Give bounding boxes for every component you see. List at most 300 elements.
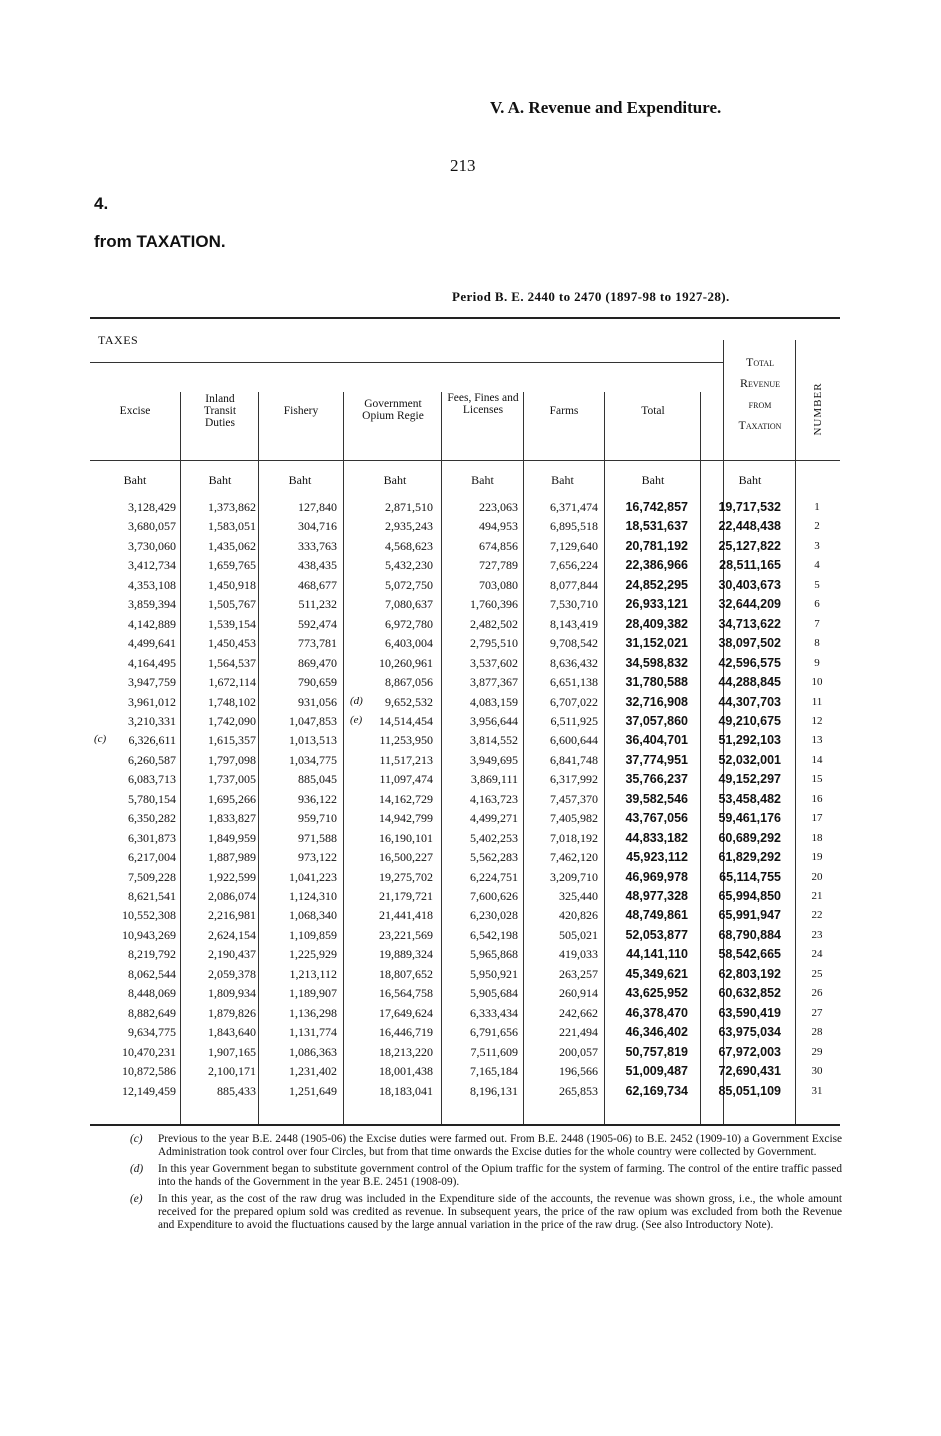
cell-number: 2 — [814, 520, 820, 533]
cell-excise: 8,621,541 — [128, 889, 176, 903]
cell-grand: 65,991,947 — [718, 908, 781, 923]
cell-fishery: 1,213,112 — [289, 966, 337, 981]
cell-total: 44,833,182 — [625, 830, 688, 845]
cell-excise: 3,128,429 — [128, 500, 176, 514]
cell-excise: 10,552,308 — [122, 908, 176, 923]
cell-fishery: 1,086,363 — [289, 1044, 337, 1059]
unit-label: Baht — [208, 473, 232, 487]
cell-fishery: 1,109,859 — [289, 927, 337, 942]
cell-transit: 1,922,599 — [208, 869, 256, 884]
cell-excise: 3,680,057 — [128, 519, 176, 534]
cell-fishery: 511,232 — [298, 597, 337, 612]
cell-opium: 2,871,510 — [385, 500, 433, 514]
cell-farms: 8,636,432 — [550, 655, 598, 670]
cell-total: 34,598,832 — [625, 655, 688, 670]
unit-label: Baht — [288, 473, 312, 487]
cell-grand: 62,803,192 — [718, 966, 781, 981]
cell-transit: 1,583,051 — [208, 519, 256, 534]
cell-transit: 1,659,765 — [208, 558, 256, 573]
cell-number: 24 — [811, 948, 823, 961]
cell-fees: 2,795,510 — [470, 636, 518, 651]
cell-fishery: 1,251,649 — [289, 1083, 337, 1098]
cell-grand: 59,461,176 — [718, 811, 781, 826]
cell-fees: 674,856 — [479, 538, 518, 553]
cell-transit: 1,695,266 — [208, 791, 256, 806]
cell-opium: 7,080,637 — [385, 597, 433, 612]
header-farms: Farms — [549, 405, 579, 417]
cell-total: 18,531,637 — [625, 519, 688, 534]
cell-excise: 5,780,154 — [128, 791, 176, 806]
cell-total: 16,742,857 — [625, 500, 688, 514]
cell-opium: 5,072,750 — [385, 577, 433, 592]
cell-fishery: 971,588 — [298, 830, 337, 845]
cell-fishery: 790,659 — [298, 675, 337, 690]
cell-fees: 4,499,271 — [470, 811, 518, 826]
cell-transit: 1,849,959 — [208, 830, 256, 845]
cell-fees: 494,953 — [479, 519, 518, 534]
cell-fishery: 869,470 — [298, 655, 337, 670]
cell-fishery: 304,716 — [298, 519, 337, 534]
cell-farms: 7,462,120 — [550, 850, 598, 865]
cell-number: 31 — [811, 1084, 823, 1097]
table-bottom-rule — [90, 1124, 840, 1126]
cell-fishery: 468,677 — [298, 577, 337, 592]
cell-grand: 34,713,622 — [718, 616, 781, 631]
cell-opium: 14,514,454 — [379, 713, 433, 728]
cell-opium: 2,935,243 — [385, 519, 433, 534]
cell-total: 22,386,966 — [625, 558, 688, 573]
period-heading: Period B. E. 2440 to 2470 (1897-98 to 1927-28). — [452, 289, 730, 304]
cell-transit: 2,190,437 — [208, 947, 256, 962]
cell-grand: 38,097,502 — [718, 636, 781, 651]
cell-fees: 4,163,723 — [470, 791, 518, 806]
cell-number: 3 — [814, 539, 820, 552]
cell-fishery: 936,122 — [298, 791, 337, 806]
cell-transit: 2,086,074 — [208, 889, 256, 903]
cell-excise: 8,219,792 — [128, 947, 176, 962]
cell-excise: 7,509,228 — [128, 869, 176, 884]
cell-fees: 3,814,552 — [470, 733, 518, 748]
cell-number: 21 — [811, 890, 823, 902]
cell-grand: 42,596,575 — [718, 655, 781, 670]
cell-fees: 6,333,434 — [470, 1005, 518, 1020]
cell-opium: 9,652,532 — [385, 694, 433, 709]
cell-transit: 2,059,378 — [208, 966, 256, 981]
cell-transit: 2,100,171 — [208, 1064, 256, 1079]
cell-transit: 1,450,918 — [208, 577, 256, 592]
cell-grand: 60,689,292 — [718, 830, 781, 845]
cell-grand: 85,051,109 — [718, 1083, 781, 1098]
cell-excise: 10,872,586 — [122, 1064, 176, 1079]
cell-farms: 6,707,022 — [550, 694, 598, 709]
cell-total: 45,349,621 — [625, 966, 688, 981]
cell-transit: 1,615,357 — [208, 733, 256, 748]
header-excise: Excise — [119, 405, 151, 417]
cell-fishery: 1,189,907 — [289, 986, 337, 1001]
cell-excise: 6,083,713 — [128, 772, 176, 787]
column-divider — [258, 392, 259, 1124]
cell-fees: 3,949,695 — [470, 752, 518, 767]
cell-farms: 505,021 — [559, 927, 598, 942]
cell-excise: 8,062,544 — [128, 966, 176, 981]
cell-fees: 6,542,198 — [470, 927, 518, 942]
cell-fishery: 1,131,774 — [289, 1025, 337, 1040]
cell-fees: 3,956,644 — [470, 713, 518, 728]
taxes-group-rule — [90, 362, 723, 363]
cell-grand: 63,975,034 — [718, 1025, 781, 1040]
cell-number: 30 — [811, 1065, 823, 1078]
column-divider — [700, 392, 701, 1124]
cell-fees: 2,482,502 — [470, 616, 518, 631]
cell-total: 44,141,110 — [626, 947, 688, 962]
cell-excise: 6,260,587 — [128, 752, 176, 767]
cell-excise: 9,634,775 — [128, 1025, 176, 1040]
cell-opium: 6,403,004 — [385, 636, 433, 651]
unit-label: Baht — [471, 473, 494, 487]
cell-number: 6 — [814, 598, 820, 611]
cell-fishery: 1,136,298 — [289, 1005, 337, 1020]
cell-farms: 420,826 — [559, 908, 598, 923]
cell-grand: 25,127,822 — [718, 538, 781, 553]
cell-excise: 3,947,759 — [128, 675, 176, 690]
cell-excise: 6,301,873 — [128, 830, 176, 845]
cell-total: 35,766,237 — [625, 772, 688, 787]
cell-grand: 72,690,431 — [718, 1064, 781, 1079]
cell-fees: 727,789 — [479, 558, 518, 573]
cell-total: 50,757,819 — [625, 1044, 688, 1059]
cell-opium: 11,253,950 — [379, 733, 433, 748]
cell-fishery: 773,781 — [298, 636, 337, 651]
cell-grand: 65,994,850 — [718, 889, 781, 903]
cell-number: 1 — [814, 501, 820, 513]
cell-farms: 7,018,192 — [550, 830, 598, 845]
cell-grand: 49,152,297 — [718, 772, 781, 787]
cell-excise: 3,412,734 — [128, 558, 176, 573]
cell-total: 24,852,295 — [625, 577, 688, 592]
header-bottom-rule — [90, 460, 840, 461]
cell-number: 19 — [811, 851, 823, 864]
footnote-c: (c) Previous to the year B.E. 2448 (1905-06) the Excise duties were farmed out. From B.E. 2448 (1905-06) to B.E. 2452 (1909-10) a Government Excise Administration took control over four Circles, but from that time onwards the Excise duties for the whole country were collected by Government. — [130, 1133, 842, 1158]
cell-total: 20,781,192 — [625, 538, 688, 553]
cell-excise: 6,217,004 — [128, 850, 176, 865]
cell-fishery: 1,068,340 — [289, 908, 337, 923]
cell-farms: 6,841,748 — [550, 752, 598, 767]
header-transit: Inland Transit Duties — [203, 393, 237, 429]
cell-number: 28 — [811, 1026, 823, 1039]
cell-excise: 8,448,069 — [128, 986, 176, 1001]
column-divider — [523, 392, 524, 1124]
cell-number: 11 — [811, 695, 823, 708]
cell-total: 62,169,734 — [625, 1083, 688, 1098]
cell-farms: 419,033 — [559, 947, 598, 962]
cell-total: 37,057,860 — [625, 713, 688, 728]
header-number: NUMBER — [812, 382, 824, 436]
cell-grand: 67,972,003 — [718, 1044, 781, 1059]
cell-fishery: 885,045 — [298, 772, 337, 787]
cell-farms: 196,566 — [559, 1064, 598, 1079]
column-divider — [604, 392, 605, 1124]
cell-total: 31,152,021 — [625, 636, 688, 651]
cell-fishery: 333,763 — [298, 538, 337, 553]
cell-transit: 1,887,989 — [208, 850, 256, 865]
cell-excise: 4,142,889 — [128, 616, 176, 631]
cell-fees: 5,402,253 — [470, 830, 518, 845]
cell-opium: 16,446,719 — [379, 1025, 433, 1040]
unit-label: Baht — [123, 473, 147, 487]
cell-fees: 5,562,283 — [470, 850, 518, 865]
cell-fishery: 592,474 — [298, 616, 337, 631]
cell-farms: 7,656,224 — [550, 558, 598, 573]
cell-number: 27 — [811, 1006, 823, 1019]
cell-total: 28,409,382 — [625, 616, 688, 631]
cell-opium: 18,001,438 — [379, 1064, 433, 1079]
cell-excise: 6,350,282 — [128, 811, 176, 826]
cell-total: 31,780,588 — [625, 675, 688, 690]
cell-opium: 16,190,101 — [379, 830, 433, 845]
cell-transit: 1,450,453 — [208, 636, 256, 651]
cell-farms: 8,077,844 — [550, 577, 598, 592]
cell-opium: 19,275,702 — [379, 869, 433, 884]
page-number: 213 — [450, 156, 476, 175]
cell-farms: 6,371,474 — [550, 500, 598, 514]
opium-note-mark: (d) — [350, 694, 363, 707]
footnotes — [130, 1133, 842, 1236]
cell-fees: 6,230,028 — [470, 908, 518, 923]
cell-grand: 28,511,165 — [719, 558, 781, 573]
cell-total: 36,404,701 — [625, 733, 688, 748]
cell-fishery: 1,041,223 — [289, 869, 337, 884]
cell-grand: 32,644,209 — [718, 597, 781, 612]
cell-transit: 1,809,934 — [208, 986, 256, 1001]
cell-transit: 1,907,165 — [208, 1044, 256, 1059]
cell-transit: 1,843,640 — [208, 1025, 256, 1040]
taxes-group-label: TAXES — [98, 333, 139, 347]
cell-opium: 21,179,721 — [379, 889, 433, 903]
cell-opium: 14,162,729 — [379, 791, 433, 806]
unit-label: Baht — [551, 473, 574, 487]
cell-total: 43,767,056 — [625, 811, 688, 826]
cell-opium: 14,942,799 — [379, 811, 433, 826]
cell-fees: 7,600,626 — [470, 889, 518, 903]
cell-number: 15 — [811, 773, 823, 786]
header-total-revenue: Total Revenue from Taxation — [738, 355, 782, 432]
cell-fishery: 1,225,929 — [289, 947, 337, 962]
cell-number: 17 — [811, 812, 823, 825]
cell-number: 7 — [814, 617, 820, 630]
cell-number: 8 — [814, 637, 820, 650]
cell-opium: 11,517,213 — [379, 752, 433, 767]
cell-transit: 1,672,114 — [208, 675, 256, 690]
cell-transit: 2,624,154 — [208, 927, 256, 942]
cell-grand: 65,114,755 — [719, 869, 781, 884]
cell-fishery: 1,013,513 — [289, 733, 337, 748]
cell-grand: 58,542,665 — [718, 947, 781, 962]
cell-excise: 10,470,231 — [122, 1044, 176, 1059]
cell-fees: 5,950,921 — [470, 966, 518, 981]
cell-transit: 1,505,767 — [208, 597, 256, 612]
cell-farms: 242,662 — [559, 1005, 598, 1020]
unit-label: Baht — [738, 473, 762, 487]
cell-fees: 5,965,868 — [470, 947, 518, 962]
footnote-e: (e) In this year, as the cost of the raw drug was included in the Expenditure side of the accounts, the revenue was shown gross, i.e., the whole amount received for the prepared opium sold was credited as revenue. In subsequent years, the price of the raw opium was excluded from both the Revenue and Expenditure to avoid the fluctuations caused by the large annual variation in the price of the raw drug. (See also Introductory Note). — [130, 1193, 842, 1231]
cell-opium: 17,649,624 — [379, 1005, 433, 1020]
cell-grand: 60,632,852 — [718, 986, 781, 1001]
cell-excise: 10,943,269 — [122, 927, 176, 942]
cell-excise: 3,859,394 — [128, 597, 176, 612]
cell-transit: 1,742,090 — [208, 713, 256, 728]
header-fishery: Fishery — [283, 405, 319, 417]
cell-opium: 11,097,474 — [379, 772, 433, 787]
cell-number: 4 — [814, 559, 820, 572]
header-total: Total — [641, 405, 665, 417]
cell-grand: 30,403,673 — [718, 577, 781, 592]
cell-number: 23 — [811, 928, 823, 941]
cell-farms: 7,405,982 — [550, 811, 598, 826]
cell-opium: 6,972,780 — [385, 616, 433, 631]
cell-number: 16 — [811, 792, 823, 805]
cell-total: 32,716,908 — [625, 694, 688, 709]
cell-fees: 223,063 — [479, 500, 518, 514]
cell-grand: 52,032,001 — [718, 752, 781, 767]
cell-opium: 18,213,220 — [379, 1044, 433, 1059]
cell-fees: 703,080 — [479, 577, 518, 592]
cell-grand: 51,292,103 — [718, 733, 781, 748]
cell-farms: 6,600,644 — [550, 733, 598, 748]
cell-farms: 200,057 — [559, 1044, 598, 1059]
cell-opium: 5,432,230 — [385, 558, 433, 573]
cell-farms: 260,914 — [559, 986, 598, 1001]
cell-number: 12 — [811, 714, 823, 727]
cell-number: 22 — [811, 909, 823, 922]
cell-grand: 44,307,703 — [718, 694, 781, 709]
cell-excise: 3,961,012 — [128, 694, 176, 709]
cell-farms: 6,651,138 — [550, 675, 598, 690]
cell-farms: 7,457,370 — [550, 791, 598, 806]
cell-total: 51,009,487 — [625, 1064, 688, 1079]
cell-fishery: 127,840 — [298, 500, 337, 514]
cell-grand: 44,288,845 — [718, 675, 781, 690]
cell-total: 26,933,121 — [625, 597, 688, 612]
cell-grand: 22,448,438 — [718, 519, 781, 534]
cell-grand: 63,590,419 — [718, 1005, 781, 1020]
cell-total: 45,923,112 — [626, 850, 688, 865]
unit-label: Baht — [641, 473, 665, 487]
cell-total: 46,346,402 — [625, 1025, 688, 1040]
cell-transit: 1,833,827 — [208, 811, 256, 826]
cell-excise: 3,730,060 — [128, 538, 176, 553]
cell-farms: 325,440 — [559, 889, 598, 903]
cell-opium: 10,260,961 — [379, 655, 433, 670]
cell-farms: 265,853 — [559, 1083, 598, 1098]
cell-fishery: 931,056 — [298, 694, 337, 709]
cell-total: 43,625,952 — [625, 986, 688, 1001]
cell-opium: 18,183,041 — [379, 1083, 433, 1098]
cell-farms: 6,895,518 — [550, 519, 598, 534]
cell-number: 25 — [811, 967, 823, 980]
cell-excise: 4,499,641 — [128, 636, 176, 651]
cell-farms: 8,143,419 — [550, 616, 598, 631]
column-divider — [343, 392, 344, 1124]
cell-grand: 68,790,884 — [718, 927, 781, 942]
cell-opium: 8,867,056 — [385, 675, 433, 690]
cell-excise: 6,326,611 — [128, 733, 176, 748]
cell-excise: 12,149,459 — [122, 1083, 176, 1098]
excise-note-mark: (c) — [94, 733, 107, 746]
cell-total: 46,378,470 — [625, 1005, 688, 1020]
cell-fees: 6,224,751 — [470, 869, 518, 884]
cell-fishery: 973,122 — [298, 850, 337, 865]
cell-opium: 4,568,623 — [385, 538, 433, 553]
cell-fees: 3,869,111 — [470, 772, 518, 787]
cell-farms: 6,317,992 — [550, 772, 598, 787]
cell-fees: 7,511,609 — [470, 1044, 518, 1059]
cell-fees: 6,791,656 — [470, 1025, 518, 1040]
footnote-d: (d) In this year Government began to substitute government control of the Opium traffic for the system of farming. The control of the entire traffic passed into the hands of the Government in the year B.E. 2451 (1908-09). — [130, 1163, 842, 1188]
cell-number: 10 — [811, 676, 823, 689]
cell-fees: 1,760,396 — [470, 597, 518, 612]
cell-number: 14 — [811, 753, 823, 766]
section-title: V. A. Revenue and Expenditure. — [490, 98, 722, 117]
cell-transit: 1,737,005 — [208, 772, 256, 787]
cell-opium: 21,441,418 — [379, 908, 433, 923]
cell-fishery: 438,435 — [298, 558, 337, 573]
column-divider — [441, 392, 442, 1124]
cell-number: 9 — [814, 656, 820, 669]
cell-fees: 7,165,184 — [470, 1064, 518, 1079]
cell-transit: 1,373,862 — [208, 500, 256, 514]
cell-excise: 3,210,331 — [128, 713, 176, 728]
cell-grand: 53,458,482 — [718, 791, 781, 806]
cell-farms: 263,257 — [559, 966, 598, 981]
cell-opium: 18,807,652 — [379, 966, 433, 981]
cell-number: 26 — [811, 987, 823, 1000]
cell-transit: 2,216,981 — [208, 908, 256, 923]
cell-transit: 885,433 — [217, 1083, 256, 1098]
cell-grand: 49,210,675 — [718, 713, 781, 728]
cell-excise: 4,353,108 — [128, 577, 176, 592]
cell-farms: 7,530,710 — [550, 597, 598, 612]
cell-opium: 16,564,758 — [379, 986, 433, 1001]
cell-transit: 1,748,102 — [208, 694, 256, 709]
cell-number: 29 — [811, 1045, 823, 1058]
cell-total: 37,774,951 — [625, 752, 688, 767]
opium-note-mark: (e) — [350, 713, 363, 726]
cell-transit: 1,539,154 — [208, 616, 256, 631]
cell-farms: 221,494 — [559, 1025, 598, 1040]
cell-farms: 3,209,710 — [550, 869, 598, 884]
cell-number: 13 — [811, 734, 823, 747]
cell-total: 46,969,978 — [625, 869, 688, 884]
cell-farms: 7,129,640 — [550, 538, 598, 553]
cell-excise: 4,164,495 — [128, 655, 176, 670]
cell-fees: 3,877,367 — [470, 675, 518, 690]
header-fees: Fees, Fines and Licenses — [447, 392, 519, 416]
cell-opium: 23,221,569 — [379, 927, 433, 942]
cell-fishery: 959,710 — [298, 811, 337, 826]
cell-number: 18 — [811, 831, 823, 844]
subsection-number: 4. — [94, 194, 109, 213]
cell-total: 48,977,328 — [625, 889, 688, 903]
cell-transit: 1,879,826 — [208, 1005, 256, 1020]
cell-fees: 4,083,159 — [470, 694, 518, 709]
cell-transit: 1,564,537 — [208, 655, 256, 670]
table-top-rule — [90, 317, 840, 319]
cell-excise: 8,882,649 — [128, 1005, 176, 1020]
cell-fishery: 1,124,310 — [289, 889, 337, 903]
column-divider — [180, 392, 181, 1124]
cell-fishery: 1,047,853 — [289, 713, 337, 728]
cell-farms: 9,708,542 — [550, 636, 598, 651]
